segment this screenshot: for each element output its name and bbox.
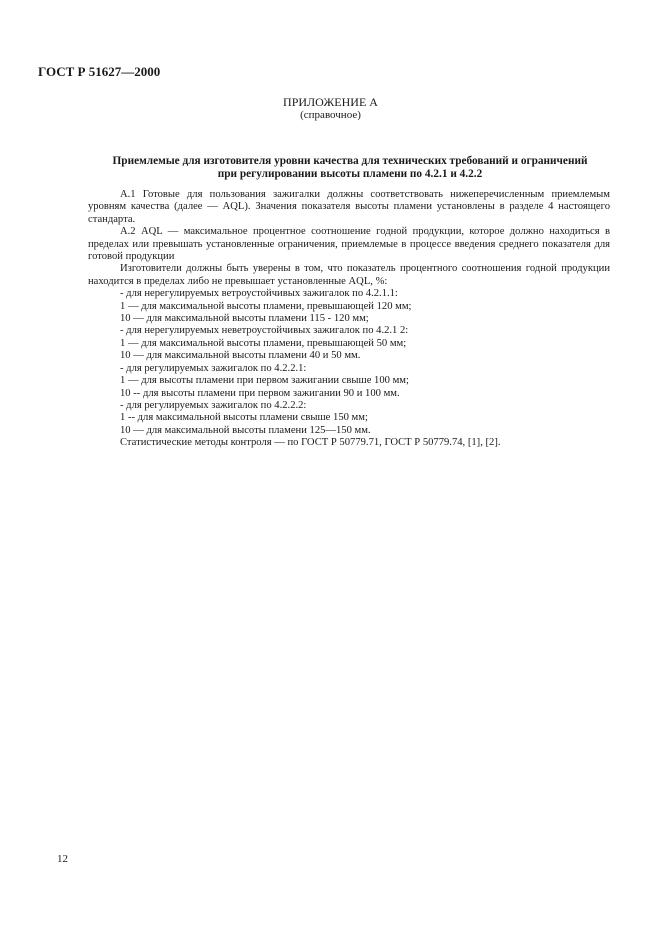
statistical-methods-note: Статистические методы контроля — по ГОСТ Р 50779.71, ГОСТ Р 50779.74, [1], [2]. — [120, 437, 501, 449]
paragraph-a1: A.1 Готовые для пользования зажигалки должны соответствовать нижеперечисленным приемлемым уровням качества (далее — AQL). Значения показателя высоты пламени установлены в разделе 4 настоящего стандарта. — [88, 189, 610, 225]
document-body — [88, 189, 610, 450]
list-item: - для регулируемых зажигалок по 4.2.2.2: — [120, 399, 307, 411]
document-id-header: ГОСТ Р 51627—2000 — [38, 64, 161, 79]
list-item: 10 -- для высоты пламени при первом зажигании 90 и 100 мм. — [120, 387, 400, 399]
list-item: 10 — для максимальной высоты пламени 125—150 мм. — [120, 424, 371, 436]
list-item: - для нерегулируемых ветроустойчивых зажигалок по 4.2.1.1: — [120, 288, 398, 300]
section-title — [60, 155, 640, 181]
list-item: 1 — для максимальной высоты пламени, превышающей 50 мм; — [120, 337, 407, 349]
list-item: 1 -- для максимальной высоты пламени свыше 150 мм; — [120, 412, 368, 424]
list-item: 10 — для максимальной высоты пламени 40 и 50 мм. — [120, 350, 361, 362]
list-item: 10 — для максимальной высоты пламени 115 - 120 мм; — [120, 313, 369, 325]
appendix-heading — [0, 96, 661, 122]
section-title-line-2: при регулировании высоты пламени по 4.2.1 и 4.2.2 — [217, 168, 483, 180]
paragraph-a2: А.2 AQL — максимальное процентное соотношение годной продукции, которое должно находиться в пределах или превышать установленные ограничения, приемлемые в процессе введения среднего показателя для готовой продукции — [88, 226, 610, 263]
paragraph-intro: Изготовители должны быть уверены в том, что показатель процентного соотношения годной продукции находится в пределах либо не превышает установленные AQL, %: — [88, 263, 610, 287]
list-item: 1 — для высоты пламени при первом зажигании свыше 100 мм; — [120, 375, 409, 387]
section-title-line-1: Приемлемые для изготовителя уровни качества для технических требований и ограничений — [112, 155, 588, 167]
list-item: - для регулируемых зажигалок по 4.2.2.1: — [120, 362, 307, 374]
page-number: 12 — [57, 853, 68, 865]
list-item: 1 — для максимальной высоты пламени, превышающей 120 мм; — [120, 300, 412, 312]
appendix-type: (справочное) — [300, 109, 361, 121]
list-item: - для нерегулируемых неветроустойчивых зажигалок по 4.2.1 2: — [120, 325, 409, 337]
appendix-label: ПРИЛОЖЕНИЕ А — [283, 95, 378, 109]
